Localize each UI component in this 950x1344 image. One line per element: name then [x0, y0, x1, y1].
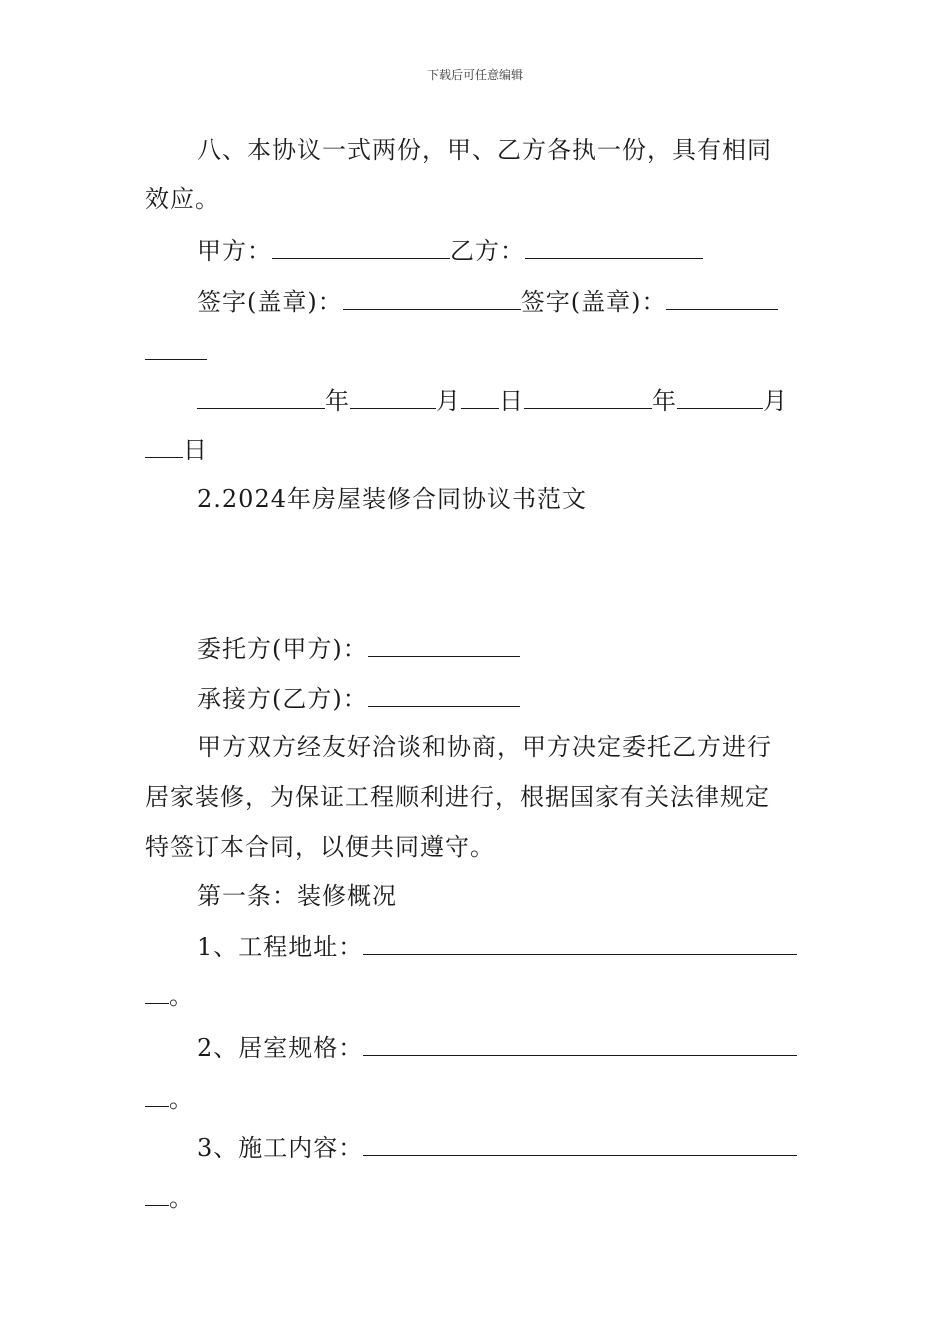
item-3-blank-cont	[145, 1181, 169, 1206]
item-3-label: 3、施工内容：	[197, 1134, 364, 1162]
party-row	[197, 234, 810, 267]
month-b-blank	[677, 384, 763, 409]
month-b-label: 月	[763, 387, 788, 415]
client-label: 委托方(甲方)：	[197, 635, 368, 663]
day-a-blank	[461, 384, 499, 409]
intro-line2: 居家装修，为保证工程顺利进行，根据国家有关法律规定	[145, 783, 770, 811]
item-3-row	[197, 1131, 810, 1164]
intro-line1: 甲方双方经友好洽谈和协商，甲方决定委托乙方进行	[197, 733, 772, 761]
item-3-blank	[363, 1131, 797, 1156]
year-a-blank	[197, 384, 325, 409]
item-2-blank	[363, 1031, 797, 1056]
month-a-label: 月	[436, 387, 461, 415]
article-1-title: 第一条：装修概况	[197, 882, 397, 910]
item-1-row	[197, 930, 810, 963]
party-a-label: 甲方：	[197, 237, 272, 265]
clause-8-line2: 效应。	[145, 185, 220, 213]
contractor-blank	[368, 682, 520, 707]
item-2-row	[197, 1031, 810, 1064]
item-1-blank-cont	[145, 979, 169, 1004]
day-b-label: 日	[183, 436, 208, 464]
year-a-label: 年	[325, 387, 350, 415]
party-a-blank	[272, 234, 450, 259]
party-b-blank	[525, 234, 703, 259]
item-2-blank-cont	[145, 1082, 169, 1107]
item-1-blank	[363, 930, 797, 955]
day-b-blank	[145, 433, 183, 458]
month-a-blank	[350, 384, 436, 409]
sign-b-blank-cont	[145, 335, 207, 360]
item-2-end: 。	[169, 1085, 194, 1113]
item-1-row-cont	[145, 979, 810, 1012]
sign-b-label: 签字(盖章)：	[520, 288, 667, 316]
year-b-blank	[524, 384, 652, 409]
sign-a-label: 签字(盖章)：	[197, 288, 343, 316]
item-1-label: 1、工程地址：	[197, 933, 364, 961]
signature-row-cont	[145, 335, 810, 368]
section-2-title: 2.2024年房屋装修合同协议书范文	[197, 485, 587, 513]
party-b-label: 乙方：	[450, 237, 525, 265]
year-b-label: 年	[652, 387, 677, 415]
sign-a-blank	[343, 285, 521, 310]
sign-b-blank	[666, 285, 778, 310]
date-row-cont	[145, 433, 810, 466]
page-header: 下载后可任意编辑	[426, 68, 523, 82]
clause-8-line1: 八、本协议一式两份，甲、乙方各执一份，具有相同	[197, 136, 772, 164]
day-a-label: 日	[499, 387, 524, 415]
date-row	[197, 384, 810, 417]
item-3-end: 。	[169, 1184, 194, 1212]
client-blank	[368, 632, 520, 657]
item-2-label: 2、居室规格：	[197, 1034, 364, 1062]
contractor-label: 承接方(乙方)：	[197, 685, 368, 713]
client-row	[197, 632, 810, 665]
intro-line3: 特签订本合同，以便共同遵守。	[145, 833, 495, 861]
item-2-row-cont	[145, 1082, 810, 1115]
item-3-row-cont	[145, 1181, 810, 1214]
contractor-row	[197, 682, 810, 715]
signature-row	[197, 285, 810, 318]
item-1-end: 。	[169, 982, 194, 1010]
